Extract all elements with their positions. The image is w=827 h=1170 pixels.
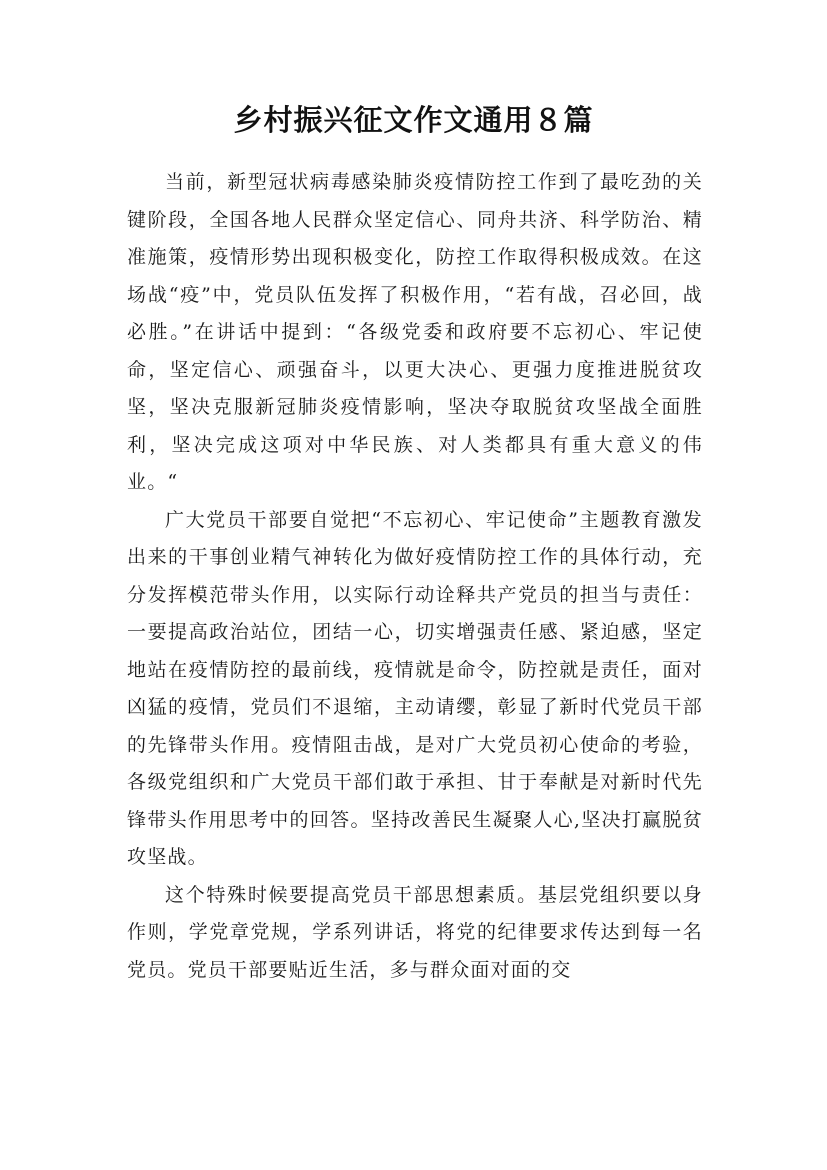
paragraph-3: 这个特殊时候要提高党员干部思想素质。基层党组织要以身作则，学党章党规，学系列讲话，将党的纪律要求传达到每一名党员。党员干部要贴近生活，多与群众面对面的交 [127,883,703,981]
paragraph-2: 广大党员干部要自觉把“不忘初心、牢记使命”主题教育激发出来的干事创业精气神转化为做好疫情防控工作的具体行动，充分发挥模范带头作用，以实际行动诠释共产党员的担当与责任：一要提高政治站位，团结一心，切实增强责任感、紧迫感，坚定地站在疫情防控的最前线，疫情就是命令，防控就是责任，面对凶猛的疫情，党员们不退缩，主动请缨，彰显了新时代党员干部的先锋带头作用。疫情阻击战，是对广大党员初心使命的考验，各级党组织和广大党员干部们敢于承担、甘于奉献是对新时代先锋带头作用思考中的回答。坚持改善民生凝聚人心,坚决打赢脱贫攻坚战。 [127,508,703,868]
document-title: 乡村振兴征文作文通用８篇 [233,103,594,137]
document-body [127,164,703,989]
paragraph-1: 当前，新型冠状病毒感染肺炎疫情防控工作到了最吃劲的关键阶段，全国各地人民群众坚定信心、同舟共济、科学防治、精准施策，疫情形势出现积极变化，防控工作取得积极成效。在这场战“疫”中，党员队伍发挥了积极作用，“若有战，召必回，战必胜。”在讲话中提到：“各级党委和政府要不忘初心、牢记使命，坚定信心、顽强奋斗，以更大决心、更强力度推进脱贫攻坚，坚决克服新冠肺炎疫情影响，坚决夺取脱贫攻坚战全面胜利，坚决完成这项对中华民族、对人类都具有重大意义的伟业。“ [127,171,703,493]
